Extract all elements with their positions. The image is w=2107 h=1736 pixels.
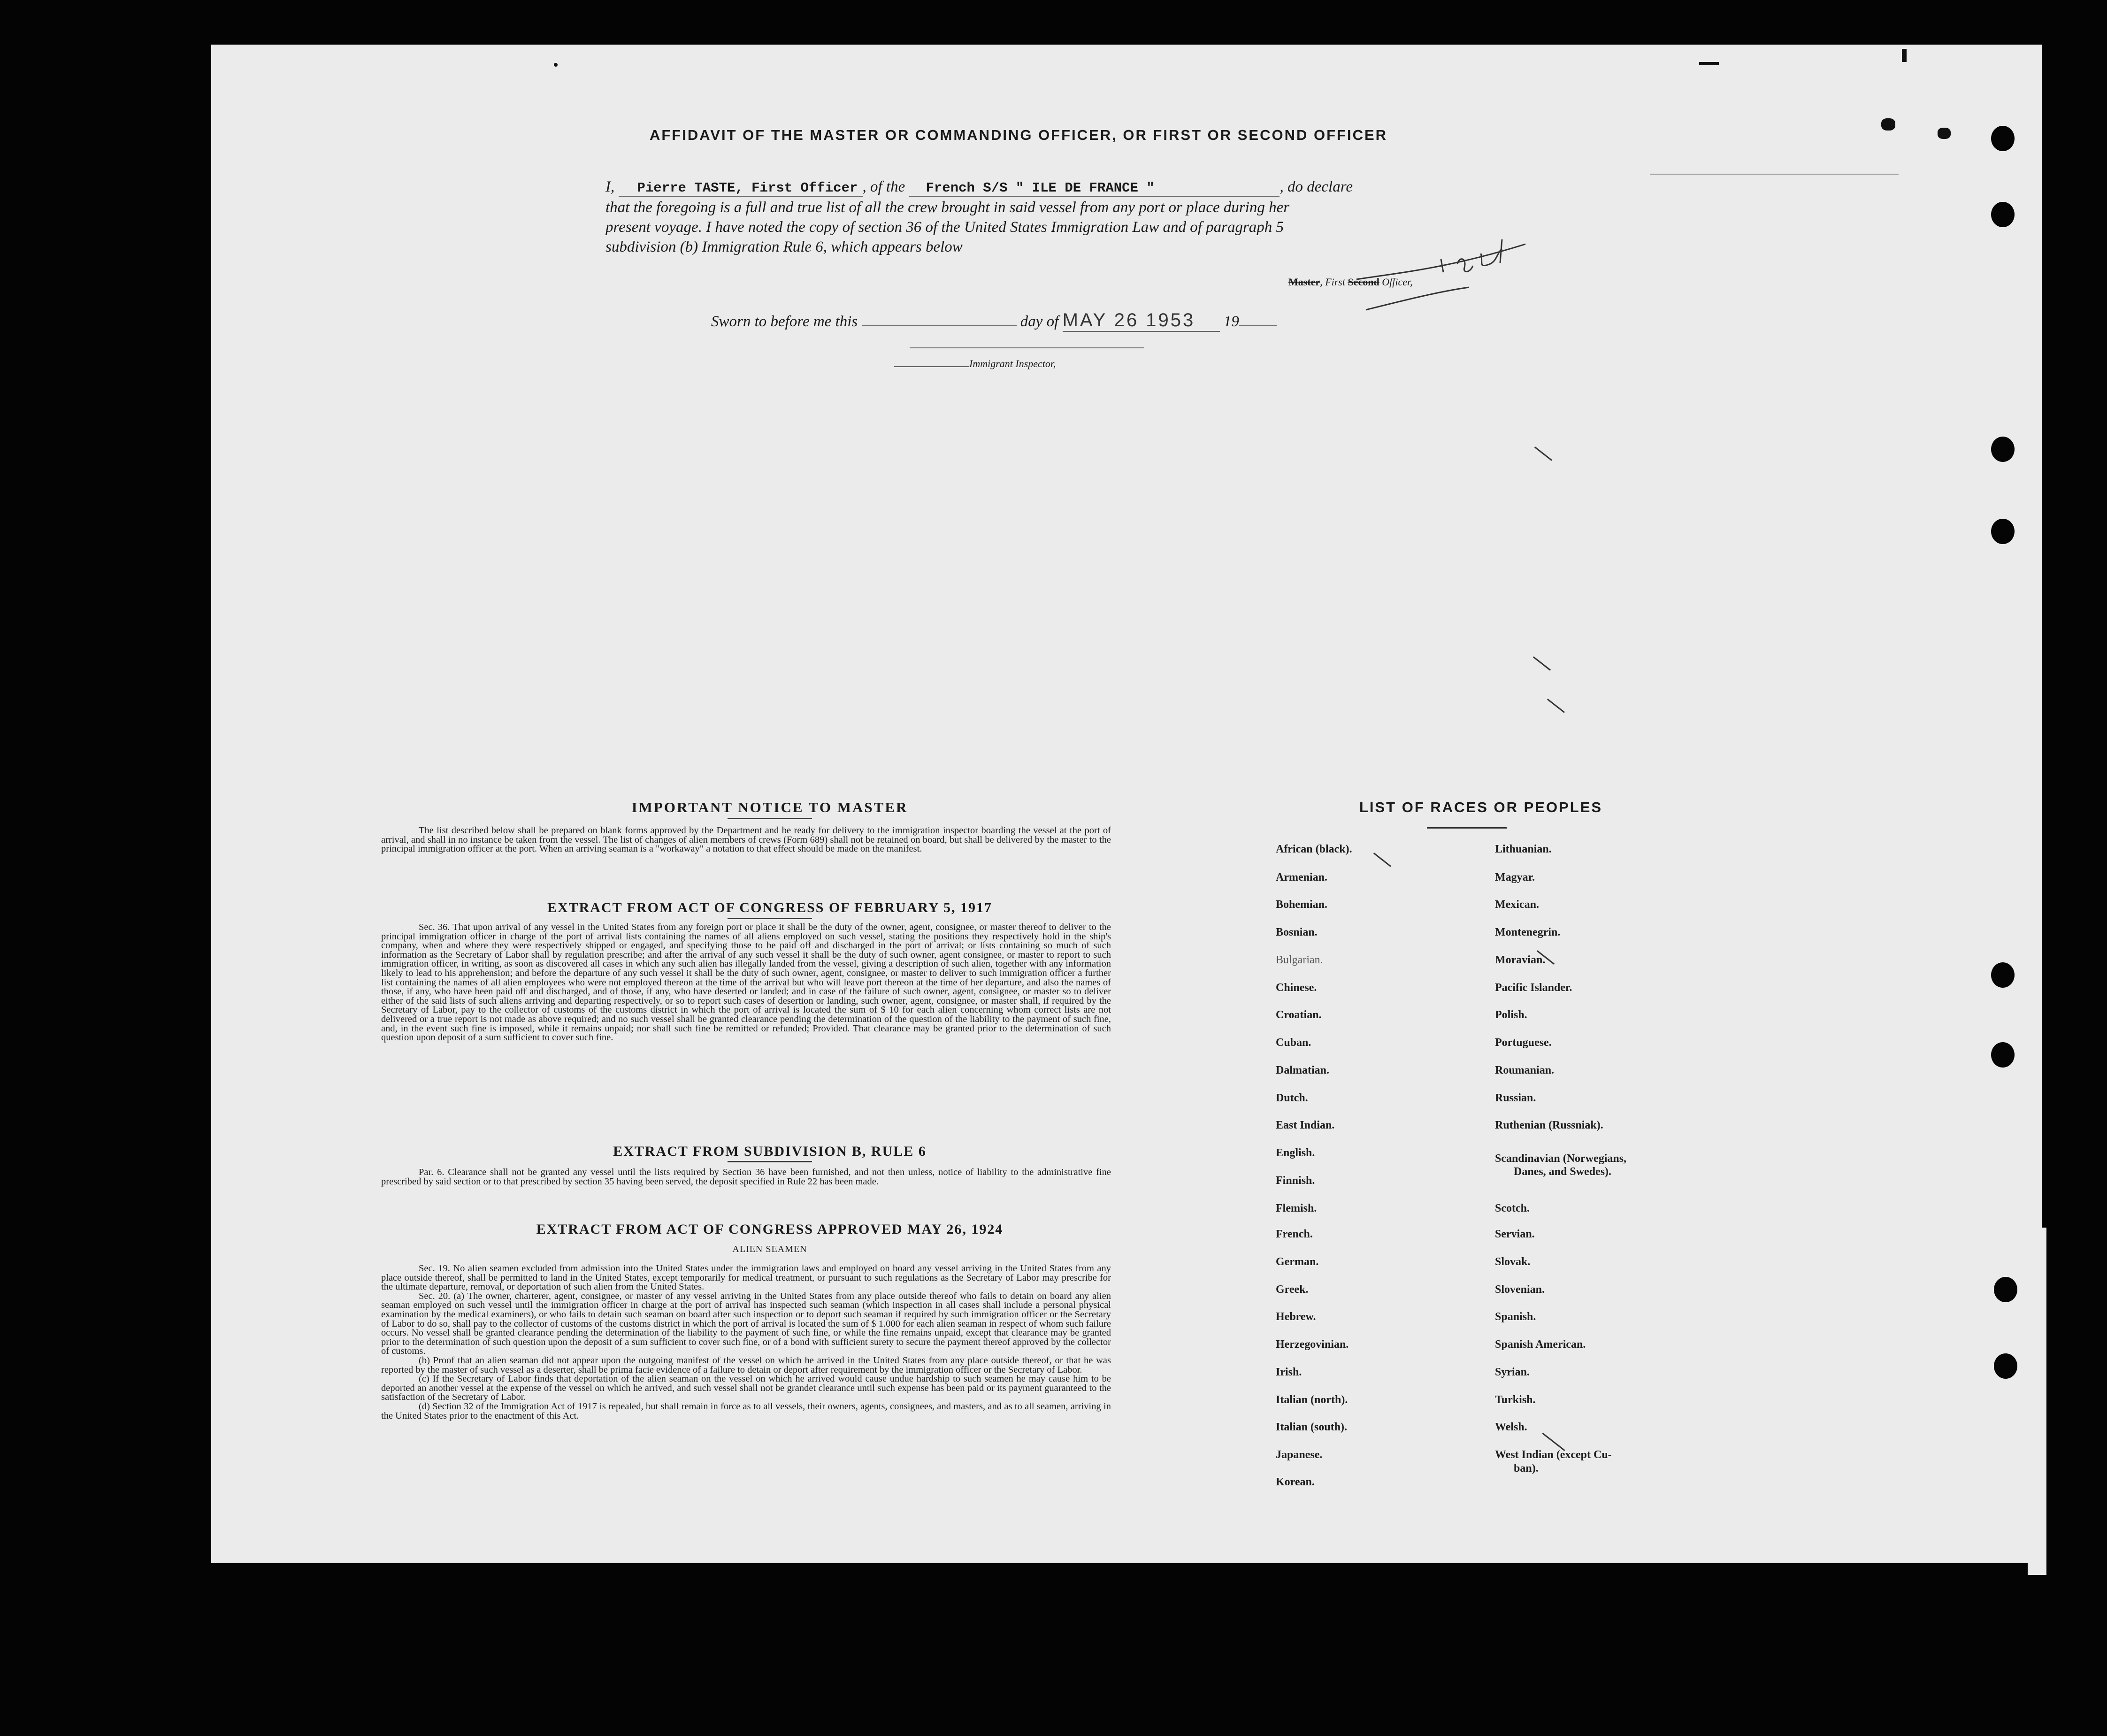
race-right-item: Danes, and Swedes). [1514,1166,1612,1178]
year-prefix: 19 [1223,313,1239,330]
of-the-text: , of the [862,178,905,195]
race-right-item: ban). [1514,1462,1539,1475]
affidavit-line-4: subdivision (b) Immigration Rule 6, which appears below [605,238,963,255]
race-left-item: Chinese. [1276,982,1317,994]
signature-caption [1288,276,1413,288]
race-right-item: Turkish. [1495,1394,1536,1406]
extract-1924-title: EXTRACT FROM ACT OF CONGRESS APPROVED MAY 26, 1924 [536,1221,1004,1237]
notice-paragraph: The list described below shall be prepared on blank forms approved by the Department and be ready for delivery to the immigration inspector boarding the vessel at the port of arrival, and shall in no instance be taken from the vessel. The list of changes of alien members of crews (Form 689) shall not be retained on board, but shall be delivered by the master to the principal immigration officer at the port. When an arriving seaman is a "workaway" a notation to that effect should be made on the manifest. [381,825,1111,854]
race-right-item: West Indian (except Cu- [1495,1449,1612,1461]
dust-speck [554,63,558,67]
sworn-line [711,310,1277,332]
punch-hole [1991,202,2015,227]
officer-name-field [619,178,863,197]
extract-1917-rule [728,918,812,919]
race-left-item: Cuban. [1276,1037,1311,1049]
race-left-item: Dutch. [1276,1092,1308,1104]
race-right-item: Scandinavian (Norwegians, [1495,1152,1627,1165]
extract-1917-paragraph: Sec. 36. That upon arrival of any vessel in the United States from any foreign port or place it shall be the duty of the owner, agent, consignee, or master thereof to deliver to the principal immigration officer in charge of the port of arrival lists containing the names of all aliens employed on such vessel, stating the positions they respectively hold in the ship's company, when and where they were respectively shipped or engaged, and specifying those to be paid off and discharged in the port of arrival; or lists containing so much of such information as the Secretary of Labor shall by regulation prescribe; and after the arrival of any such vessel it shall be the duty of such owner, agent consignee, or master to report to such immigration officer, in writing, as soon as discovered all cases in which any such alien has illegally landed from the vessel, giving a description of such alien, together with any information likely to lead to his apprehension; and before the departure of any such vessel it shall be the duty of such owner, agent, consignee, or master to deliver to such immigration officer a further list containing the names of all alien employees who were not employed thereon at the time of the arrival but who will leave port thereon at the time of her departure, and also the names of those, if any, who have been paid off and discharged, and of those, if any, who have deserted or landed; and in case of the failure of such owner, agent, consignee, or master so to deliver either of the said lists of such aliens arriving and departing respectively, or so to report such cases of desertion or landing, such owner, agent, consignee, or master shall, if required by the Secretary of Labor, pay to the collector of customs of the customs district in which the port of arrival is located the sum of $ 10 for each alien concerning whom correct lists are not delivered or a true report is not made as above required; and no such vessel shall be granted clearance pending the determination of the question of the liability to the payment of such fine, and, in the event such fine is imposed, while it remains unpaid; nor shall such fine be remitted or refunded; Provided. That clearance may be granted prior to the determination of such question upon deposit of a sum sufficient to cover such fine. [381,922,1111,1043]
punch-hole [1994,1353,2017,1379]
punch-hole [1991,1042,2015,1068]
race-left-item: Irish. [1276,1366,1302,1378]
extract-1924-p2: Sec. 20. (a) The owner, charterer, agent, consignee, or master of any vessel arriving in the United States from any place outside thereof who fails to detain on board any alien seaman employed on such vessel until the immigration officer in charge at the port of arrival has inspected such seaman (which inspection in all cases shall include a personal physical examination by the medical examiners), or who fails to detain such seaman on board after such inspection or to deport such seaman if required by such immigration officer or the Secretary of Labor to do so, shall pay to the collector of customs of the customs district in which the port of arrival is located the sum of $ 1.000 for each alien seaman in respect of whom such failure occurs. No vessel shall be granted clearance pending the determination of the liability to the payment of such fine, or while the fine remains unpaid, except that clearance may be granted prior to the determination of such question upon the deposit of a sum sufficient to cover such fine, or of a bond with sufficient surety to secure the payment thereof approved by the collector of customs. [381,1290,1111,1357]
sworn-day-field [862,325,1017,326]
race-left-item: Bosnian. [1276,926,1318,938]
race-left-item: Hebrew. [1276,1311,1316,1323]
inspector-line [894,358,1056,370]
race-left-item: Korean. [1276,1476,1315,1488]
caption-master-struck: Master [1288,276,1320,288]
dust-speck [1881,118,1895,131]
race-left-item: Flemish. [1276,1202,1317,1214]
caption-officer: Officer, [1379,276,1413,288]
extract-1917-title: EXTRACT FROM ACT OF CONGRESS OF FEBRUARY 5, 1917 [547,900,993,915]
race-right-item: Montenegrin. [1495,926,1561,938]
race-left-item: English. [1276,1147,1315,1159]
race-right-item: Portuguese. [1495,1037,1552,1049]
race-right-item: Pacific Islander. [1495,982,1572,994]
race-left-item: French. [1276,1228,1313,1240]
races-title: LIST OF RACES OR PEOPLES [1359,799,1603,815]
year-field [1239,325,1277,326]
extract-1917-text [381,923,1111,1043]
punch-hole [1991,962,2015,988]
race-left-item: Bulgarian. [1276,954,1323,966]
punch-hole [1991,126,2015,151]
race-right-item: Moravian. [1495,954,1546,966]
race-left-item: African (black). [1276,843,1352,855]
dust-speck [1902,49,1907,62]
extract-1924-text [381,1264,1111,1421]
page-edge [2028,1228,2046,1575]
date-stamp: MAY 26 1953 [1062,310,1195,330]
extract-rule6-paragraph: Par. 6. Clearance shall not be granted any vessel until the lists required by Section 36 have been furnished, and not then unless, notice of liability to the administrative fine prescribed by said section or to that prescribed by section 35 having been served, the deposit specified in Rule 22 has been made. [381,1167,1111,1187]
extract-1924-p4: (c) If the Secretary of Labor finds that deportation of the alien seaman on the vessel on which he arrived would cause undue hardship to such seamen he may cause him to be deported an another vessel at the expense of the vessel on which he arrived, and such vessel shall not be grandet clearance until such expense has been paid or its payment guaranteed to the satisfaction of the Secretary of Labor. [381,1374,1111,1403]
race-left-item: Herzegovinian. [1276,1338,1349,1351]
affidavit-line-3: present voyage. I have noted the copy of section 36 of the United States Immigration Law and of paragraph 5 [605,219,1284,236]
dust-speck [1699,62,1719,65]
notice-text [381,826,1111,854]
race-left-item: Dalmatian. [1276,1064,1329,1076]
dust-speck [1938,128,1951,139]
extract-1924-p1: Sec. 19. No alien seamen excluded from admission into the United States under the immigration laws and employed on board any vessel arriving in the United States from any place outside thereof, shall be permitted to land in the United States, except temporarily for medical treatment, or pursuant to such regulations as the Secretary of Labor may prescribe for the ultimate departure, removal, or deportation of such alien from the United States. [381,1263,1111,1292]
race-right-item: Welsh. [1495,1421,1527,1433]
day-of-text: day of [1020,313,1059,330]
punch-hole [1994,1277,2017,1302]
race-left-item: Greek. [1276,1283,1309,1296]
punch-hole [1991,519,2015,544]
race-left-item: East Indian. [1276,1119,1335,1131]
race-left-item: Italian (north). [1276,1394,1348,1406]
caption-second-struck: Second [1348,276,1379,288]
race-left-item: German. [1276,1256,1319,1268]
race-left-item: Japanese. [1276,1449,1323,1461]
race-right-item: Slovak. [1495,1256,1531,1268]
race-right-item: Spanish American. [1495,1338,1586,1351]
race-left-item: Bohemian. [1276,899,1328,911]
extract-1924-subtitle: ALIEN SEAMEN [732,1244,807,1254]
race-right-item: Polish. [1495,1009,1527,1021]
race-right-item: Magyar. [1495,871,1535,883]
affidavit-i: I, [605,178,615,195]
race-right-item: Servian. [1495,1228,1535,1240]
races-rule [1427,827,1507,829]
race-right-item: Russian. [1495,1092,1536,1104]
affidavit-line-2: that the foregoing is a full and true list of all the crew brought in said vessel from any port or place during her [605,199,1290,216]
punch-hole [1991,437,2015,462]
caption-first: , First [1320,276,1345,288]
race-left-item: Italian (south). [1276,1421,1348,1433]
inspector-signature-line [910,347,1144,348]
officer-name: Pierre TASTE, First Officer [637,180,858,196]
extract-rule6-text [381,1168,1111,1186]
extract-rule6-title: EXTRACT FROM SUBDIVISION B, RULE 6 [613,1144,927,1159]
vessel-name: French S/S " ILE DE FRANCE " [926,180,1155,196]
race-right-item: Scotch. [1495,1202,1530,1214]
sworn-text: Sworn to before me this [711,313,858,330]
affidavit-line-1 [605,178,1460,197]
affidavit-title: AFFIDAVIT OF THE MASTER OR COMMANDING OFFICER, OR FIRST OR SECOND OFFICER [649,127,1388,143]
dust-speck [1650,174,1899,175]
inspector-caption: Immigrant Inspector, [969,358,1056,369]
race-right-item: Roumanian. [1495,1064,1555,1076]
inspector-field [894,366,969,367]
officer-signature [1347,235,1535,315]
race-right-item: Mexican. [1495,899,1539,911]
sworn-date-field [1063,310,1220,332]
race-right-item: Ruthenian (Russniak). [1495,1119,1603,1131]
notice-rule [728,818,812,819]
vessel-field [909,178,1280,197]
race-right-item: Syrian. [1495,1366,1530,1378]
extract-1924-p5: (d) Section 32 of the Immigration Act of 1917 is repealed, but shall remain in force as to all vessels, their owners, agents, consignees, and masters, and as to all seamen, arriving in the United States prior to the enactment of this Act. [381,1401,1111,1421]
race-right-item: Slovenian. [1495,1283,1545,1296]
extract-rule6-rule [728,1161,812,1162]
race-left-item: Finnish. [1276,1175,1315,1187]
do-declare-text: , do declare [1280,178,1353,195]
race-left-item: Croatian. [1276,1009,1322,1021]
race-right-item: Lithuanian. [1495,843,1552,855]
notice-title: IMPORTANT NOTICE TO MASTER [631,799,908,815]
extract-1924-p3: (b) Proof that an alien seaman did not appear upon the outgoing manifest of the vessel on which he arrived in the United States from any place outside thereof, or that he was reported by the master of such vessel as a deserter, shall be prima facie evidence of a failure to detain or deport after requirement by the immigration officer or the Secretary of Labor. [381,1355,1111,1375]
race-left-item: Armenian. [1276,871,1327,883]
race-right-item: Spanish. [1495,1311,1536,1323]
